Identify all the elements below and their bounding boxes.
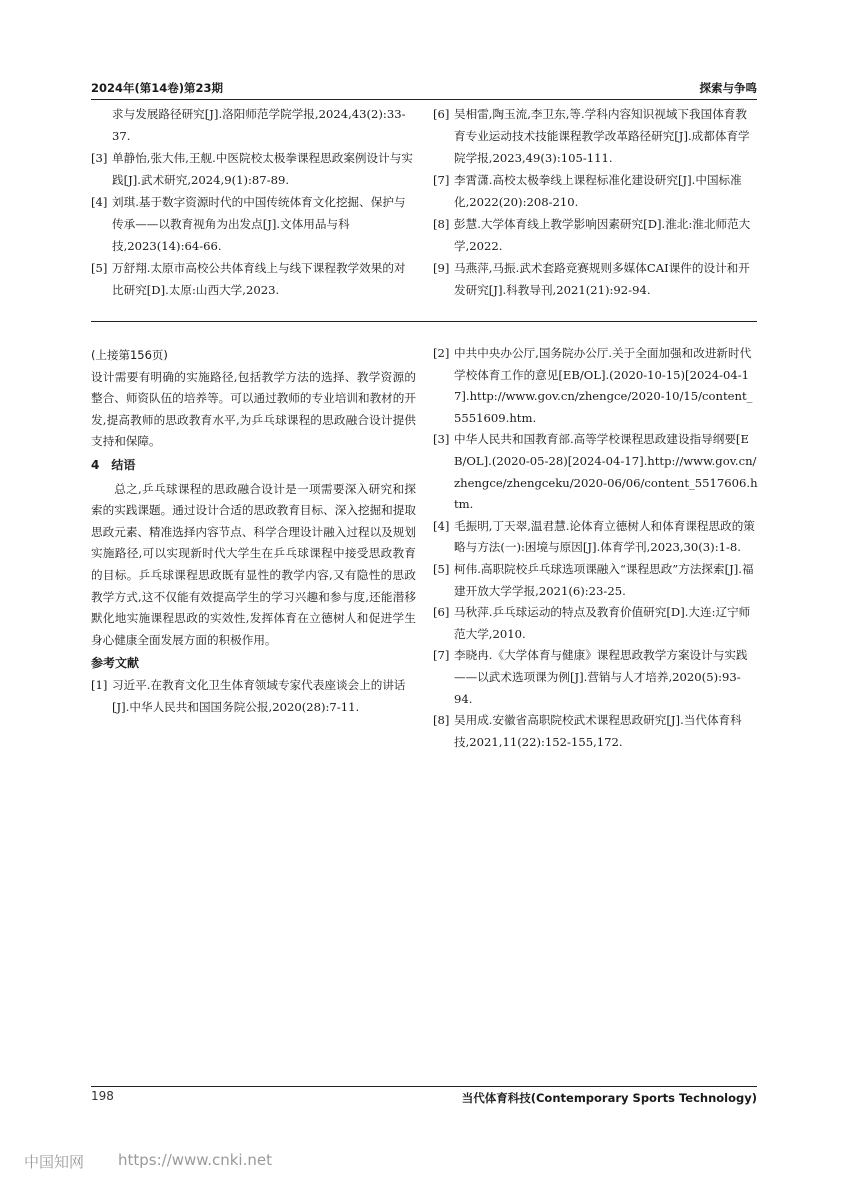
section-label: 探索与争鸣 [699,81,757,95]
reference-text: 中共中央办公厅,国务院办公厅.关于全面加强和改进新时代学校体育工作的意见[EB/OL].(2020-10-15)[2024-04-17].http://www.gov.cn/zhengce/2020-10/15/content_5551609.htm. [454,346,753,425]
issue-label: 2024年(第14卷)第23期 [91,81,224,95]
reference-number: [1] [91,677,108,692]
reference-text: 李霄潇.高校太极拳线上课程标准化建设研究[J].中国标准化,2022(20):208-210. [454,173,742,209]
reference-text: 单静怡,张大伟,王舰.中医院校太极拳课程思政案例设计与实践[J].武术研究,2024,9(1):87-89. [112,151,413,187]
reference-text: 习近平.在教育文化卫生体育领域专家代表座谈会上的讲话[J].中华人民共和国国务院公报,2020(28):7-11. [112,677,406,714]
reference-text: 李晓冉.《大学体育与健康》课程思政教学方案设计与实践——以武术选项课为例[J].营销与人才培养,2020(5):93-94. [454,648,748,706]
cnki-url[interactable]: https://www.cnki.net [118,1151,272,1169]
reference-number: [6] [433,605,450,620]
reference-item [433,559,758,602]
reference-item [433,429,758,515]
cnki-brand: 中国知网 [24,1153,85,1171]
bottom-right-references [433,343,758,753]
reference-text: 彭慧.大学体育线上教学影响因素研究[D].淮北:淮北师范大学,2022. [454,217,751,253]
reference-number: [7] [433,173,450,187]
reference-item [433,169,758,213]
reference-text: 吴相雷,陶玉流,李卫东,等.学科内容知识视域下我国体育教育专业运动技术技能课程教学改革路径研究[J].成都体育学院学报,2023,49(3):105-111. [454,107,750,165]
footer-rule [91,1086,757,1087]
continued-note: (上接第156页) [91,348,168,362]
section-divider [91,321,757,322]
reference-text: 求与发展路径研究[J].洛阳师范学院学报,2024,43(2):33-37. [112,107,406,143]
intro-paragraph: 设计需要有明确的实施路径,包括教学方法的选择、教学资源的整合、师资队伍的培养等。可以通过教师的专业培训和教材的开发,提高教师的思政教育水平,为乒乓球课程的思政融合设计提供支持和保障。 [91,369,416,449]
conclusion-paragraph: 总之,乒乓球课程的思政融合设计是一项需要深入研究和探索的实践课题。通过设计合适的思政教育目标、深入挖掘和提取思政元素、精准选择内容节点、科学合理设计融入过程以及规划实施路径,可以实现新时代大学生在乒乓球课程中接受思政教育的目标。乒乓球课程思政既有显性的教学内容,又有隐性的思政教学方式,这不仅能有效提高学生的学习兴趣和参与度,还能潜移默化地实施课程思政的实效性,发挥体育在立德树人和促进学生身心健康全面发展方面的积极作用。 [91,481,416,647]
reference-item [433,710,758,753]
page-number: 198 [91,1089,114,1103]
reference-item [91,675,416,718]
reference-text: 中华人民共和国教育部.高等学校课程思政建设指导纲要[EB/OL].(2020-05-28)[2024-04-17].http://www.gov.cn/zhengce/zhengceku/2020-06/06/content_5517606.htm. [454,432,758,512]
reference-text: 万舒翔.太原市高校公共体育线上与线下课程教学效果的对比研究[D].太原:山西大学,2023. [112,261,406,297]
reference-item [91,191,416,257]
reference-number: [8] [433,713,450,728]
reference-item [91,147,416,191]
reference-text: 柯伟.高职院校乒乓球选项课融入“课程思政”方法探索[J].福建开放大学学报,2021(6):23-25. [454,561,754,598]
journal-name: 当代体育科技(Contemporary Sports Technology) [461,1091,757,1105]
reference-item [91,103,416,147]
section-heading: 4 结语 [91,457,136,472]
reference-number: [4] [91,195,108,209]
reference-item [433,602,758,645]
article-body [91,345,416,718]
reference-number: [4] [433,518,450,533]
reference-item [433,516,758,559]
reference-item [433,645,758,710]
reference-item [433,213,758,257]
reference-number: [2] [433,346,450,360]
reference-item [91,257,416,301]
reference-text: 马燕萍,马振.武术套路竞赛规则多媒体CAI课件的设计和开发研究[J].科教导刊,2021(21):92-94. [454,261,750,297]
reference-number: [5] [91,261,108,275]
reference-text: 刘琪.基于数字资源时代的中国传统体育文化挖掘、保护与传承——以教育视角为出发点[J].文体用品与科技,2023(14):64-66. [112,195,406,253]
reference-number: [3] [91,151,108,165]
top-right-references [433,103,758,301]
reference-item [433,343,758,429]
reference-number: [3] [433,432,450,447]
reference-number: [5] [433,561,450,576]
top-left-references [91,103,416,301]
references-heading: 参考文献 [91,656,140,671]
reference-number: [6] [433,107,450,121]
reference-text: 毛振明,丁天翠,温君慧.论体育立德树人和体育课程思政的策略与方法(一):困境与原因[J].体育学刊,2023,30(3):1-8. [454,518,755,555]
reference-text: 吴用成.安徽省高职院校武术课程思政研究[J].当代体育科技,2021,11(22):152-155,172. [454,713,742,749]
reference-item [433,103,758,169]
reference-number: [7] [433,648,450,663]
reference-number: [9] [433,261,450,275]
reference-text: 马秋萍.乒乓球运动的特点及教育价值研究[D].大连:辽宁师范大学,2010. [454,605,751,641]
reference-number: [8] [433,217,450,231]
header-rule [91,99,757,100]
reference-item [433,257,758,301]
